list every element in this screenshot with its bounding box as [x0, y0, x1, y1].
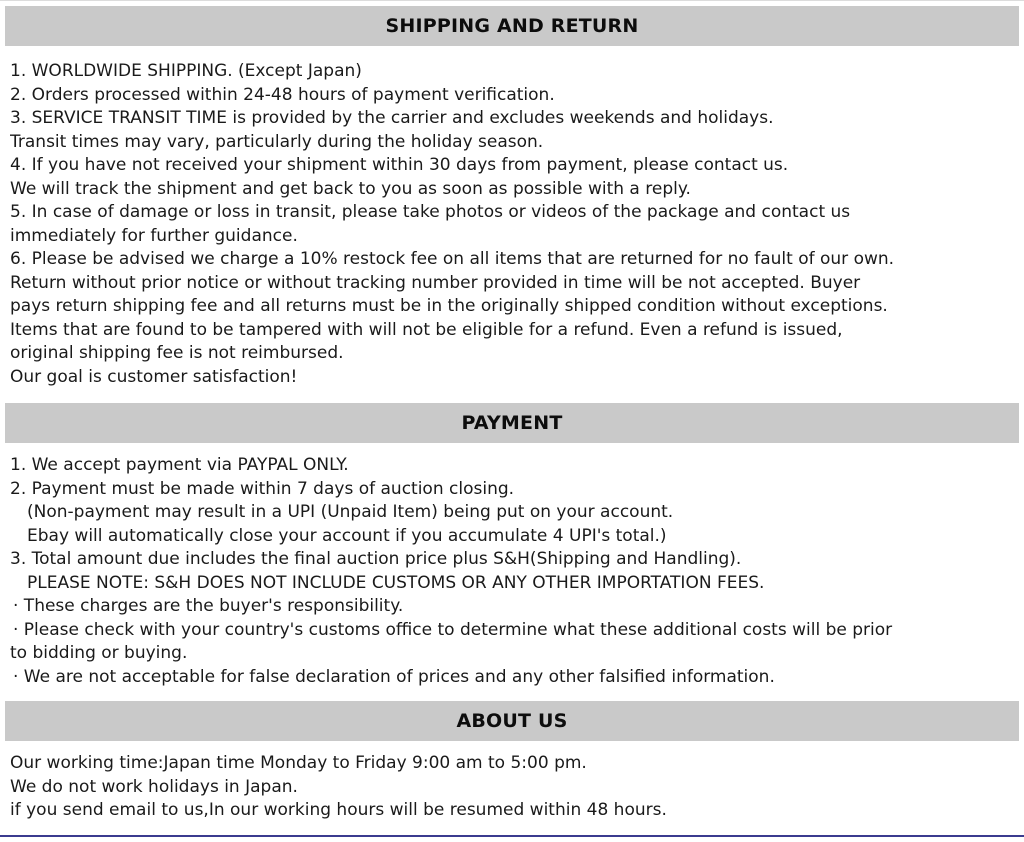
policy-text-line: 2. Orders processed within 24-48 hours of payment verification. — [10, 84, 555, 105]
section-body-about-us — [0, 752, 1024, 823]
policy-text-line: 2. Payment must be made within 7 days of auction closing. — [10, 478, 515, 499]
policy-text-line: PLEASE NOTE: S&H DOES NOT INCLUDE CUSTOMS OR ANY OTHER IMPORTATION FEES. — [27, 572, 765, 593]
policy-text-line: Transit times may vary, particularly during the holiday season. — [10, 131, 544, 152]
section-body-shipping-and-return — [0, 60, 1024, 389]
policy-text-line: 3. Total amount due includes the final auction price plus S&H(Shipping and Handling). — [10, 549, 742, 569]
policy-text-line: original shipping fee is not reimbursed. — [10, 343, 344, 363]
policy-text-line: 3. SERVICE TRANSIT TIME is provided by the carrier and excludes weekends and holidays. — [10, 108, 774, 128]
policy-text-line: Our goal is customer satisfaction! — [10, 366, 298, 387]
policy-text-line: We will track the shipment and get back to you as soon as possible with a reply. — [10, 178, 691, 199]
policy-text-line: immediately for further guidance. — [10, 225, 298, 246]
section-title: SHIPPING AND RETURN — [385, 15, 639, 37]
section-header-about-us — [5, 701, 1019, 741]
policy-sections — [0, 6, 1024, 823]
policy-text-line: 5. In case of damage or loss in transit, please take photos or videos of the package and contact us — [10, 202, 851, 222]
policy-text-line: 1. WORLDWIDE SHIPPING. (Except Japan) — [10, 61, 362, 81]
policy-text-line: Our working time:Japan time Monday to Friday 9:00 am to 5:00 pm. — [10, 753, 587, 773]
section-body-payment — [0, 454, 1024, 689]
section-title: PAYMENT — [461, 412, 563, 434]
policy-text-line: pays return shipping fee and all returns must be in the originally shipped condition without exceptions. — [10, 296, 888, 316]
policy-text-line: to bidding or buying. — [10, 643, 188, 663]
policy-text-line: Items that are found to be tampered with will not be eligible for a refund. Even a refund is issued, — [10, 319, 843, 340]
policy-text-line: · We are not acceptable for false declaration of prices and any other falsified information. — [13, 666, 775, 687]
bottom-divider — [0, 835, 1024, 837]
policy-text-line: (Non-payment may result in a UPI (Unpaid Item) being put on your account. — [27, 502, 674, 522]
policy-text-line: 1. We accept payment via PAYPAL ONLY. — [10, 455, 349, 475]
policy-text-line: We do not work holidays in Japan. — [10, 776, 298, 797]
policy-text-line: · These charges are the buyer's responsibility. — [13, 596, 404, 616]
section-header-shipping-and-return — [5, 6, 1019, 46]
policy-text-line: Ebay will automatically close your account if you accumulate 4 UPI's total.) — [27, 525, 667, 546]
policy-text-line: 4. If you have not received your shipment within 30 days from payment, please contact us. — [10, 155, 789, 175]
section-title: ABOUT US — [456, 710, 568, 732]
policy-text-line: 6. Please be advised we charge a 10% restock fee on all items that are returned for no fault of our own. — [10, 249, 895, 269]
section-header-payment — [5, 403, 1019, 443]
policy-text-line: Return without prior notice or without tracking number provided in time will be not accepted. Buyer — [10, 272, 861, 293]
policy-text-line: · Please check with your country's customs office to determine what these additional costs will be prior — [13, 619, 893, 640]
policy-text-line: if you send email to us,In our working hours will be resumed within 48 hours. — [10, 800, 667, 820]
